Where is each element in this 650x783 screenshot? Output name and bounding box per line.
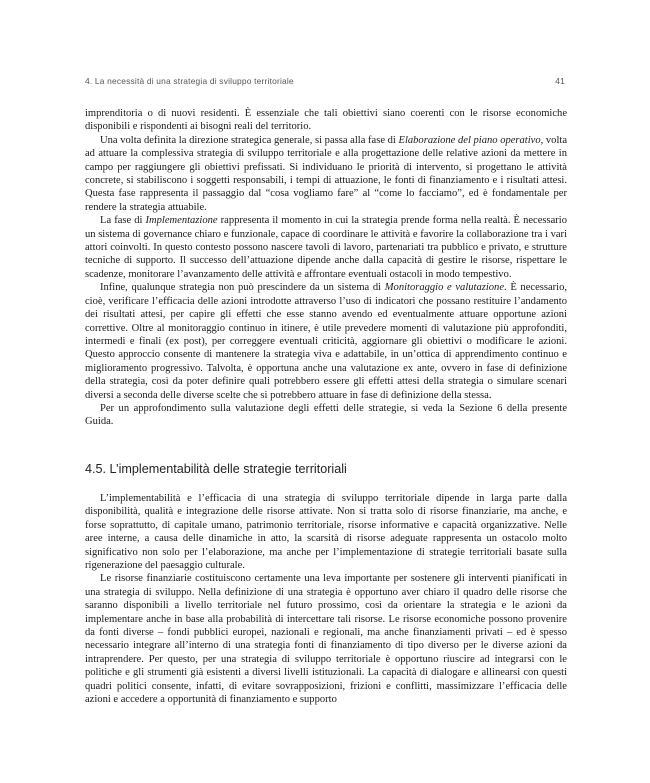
- paragraph-elaborazione: [85, 134, 567, 214]
- paragraph: Le risorse finanziarie costituiscono certamente una leva importante per sostenere gli interventi pianificati in una strategia di sviluppo. Nella definizione di una strategia è opportuno aver chiaro il quadro delle risorse che saranno disponibili a livello territoriale nel futuro prossimo, così da orientare la strategia e le azioni da implementare anche in base alla probabilità di intercettare tali risorse. Le risorse economiche possono provenire da fonti diverse – fondi pubblici europei, nazionali e regionali, ma anche finanziamenti privati – ed è spesso necessario integrare all’interno di una strategia fonti di finanziamento di tipo diverso per le diverse azioni da intraprendere. Per questo, per una strategia di sviluppo territoriale è opportuno riuscire ad integrarsi con le politiche e gli strumenti già esistenti a diversi livelli istituzionali. La capacità di dialogare e allinearsi con questi quadri politici consente, infatti, di evitare sovrapposizioni, frizioni e conflitti, massimizzare l’efficacia delle azioni e accedere a opportunità di finanziamento e supporto: [85, 573, 567, 706]
- body-text-section-4-5: [85, 492, 567, 707]
- paragraph: imprenditoria o di nuovi residenti. È essenziale che tali obiettivi siano coerenti con le risorse economiche disponibili e rispondenti ai bisogni reali del territorio.: [85, 108, 567, 133]
- paragraph-implementazione: [85, 214, 567, 281]
- chapter-title: 4. La necessità di una strategia di sviluppo territoriale: [85, 76, 294, 86]
- section-heading: 4.5. L’implementabilità delle strategie territoriali: [85, 462, 347, 476]
- running-header: [85, 76, 565, 86]
- page-number: 41: [555, 76, 565, 86]
- paragraph-text: rappresenta il momento in cui la strategia prende forma nella realtà. È necessario un sistema di governance chiaro e funzionale, capace di coordinare le attività e favorire la collaborazione tra i vari attori coinvolti. In questo contesto possono nascere tavoli di lavoro, partenariati tra pubblico e privato, e strutture tecniche di supporto. Il successo dell’attuazione dipende anche dalla capacità di gestire le risorse, rispettare le scadenze, monitorare l’avanzamento delle attività e affrontare eventuali ostacoli in modo tempestivo.: [85, 215, 567, 280]
- paragraph-text: Infine, qualunque strategia non può prescindere da un sistema di: [100, 282, 385, 294]
- paragraph-monitoraggio: [85, 281, 567, 402]
- emphasis-term: Monitoraggio e valutazione: [384, 282, 505, 294]
- paragraph-text: Una volta definita la direzione strategica generale, si passa alla fase di: [100, 134, 399, 146]
- emphasis-term: Implementazione: [145, 215, 218, 227]
- paragraph-text: . È necessario, cioè, verificare l’efficacia delle azioni introdotte attraverso l’uso di indicatori che possano restituire l’andamento dei risultati attesi, per capire gli effetti che esse stanno avendo ed eventualmente attuare opportune azioni correttive. Oltre al monitoraggio continuo in itinere, è utile prevedere momenti di valutazione più approfonditi, intermedi e finali (ex post), per correggere eventuali criticità, aggiornare gli obiettivi o modificare le azioni. Questo approccio consente di mantenere la strategia viva e adattabile, in un’ottica di apprendimento continuo e miglioramento progressivo. Talvolta, è opportuna anche una valutazione ex ante, ovvero in fase di definizione della strategia, così da poter definire quali potrebbero essere gli effetti attesi della strategia o simulare scenari diversi a seconda delle diverse scelte che si potrebbero attuare in fase di definizione della stessa.: [85, 282, 567, 401]
- paragraph-text: La fase di: [100, 215, 146, 227]
- body-text-top: [85, 107, 567, 429]
- paragraph: L’implementabilità e l’efficacia di una strategia di sviluppo territoriale dipende in larga parte dalla disponibilità, qualità e integrazione delle risorse attivate. Non si tratta solo di risorse finanziarie, ma anche, e forse soprattutto, di capitale umano, patrimonio territoriale, risorse informative e capacità organizzative. Nelle aree interne, a causa delle dinamiche in atto, la scarsità di risorse adeguate rappresenta un ostacolo molto significativo non solo per l’elaborazione, ma anche per l’implementazione di strategie territoriali basate sulla rigenerazione del paesaggio culturale.: [85, 493, 567, 572]
- emphasis-term: Elaborazione del piano operativo: [398, 134, 541, 146]
- paragraph: Per un approfondimento sulla valutazione degli effetti delle strategie, si veda la Sezione 6 della presente Guida.: [85, 402, 567, 428]
- paragraph-text: , volta ad attuare la complessiva strategia di sviluppo territoriale e alla progettazione delle relative azioni da mettere in campo per raggiungere gli obiettivi prefissati. Si individuano le priorità di intervento, si progettano le attività concrete, si stabiliscono i soggetti responsabili, i tempi di attuazione, le fonti di finanziamento e i risultati attesi. Questa fase rappresenta il passaggio dal “cosa vogliamo fare” al “come lo facciamo”, ed è fondamentale per rendere la strategia attuabile.: [85, 134, 567, 213]
